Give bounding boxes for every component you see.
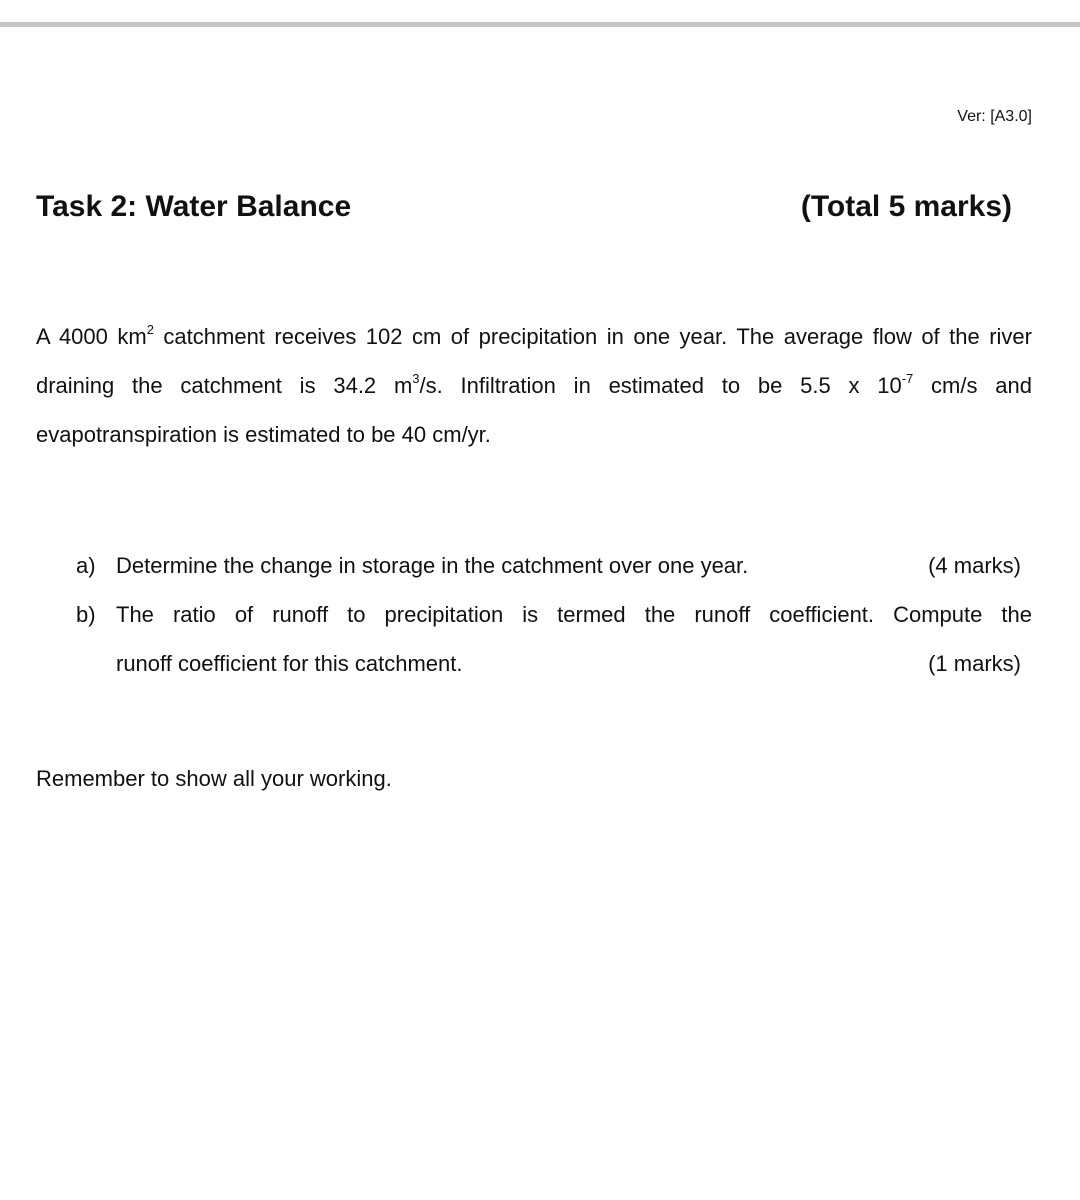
question-marks: (1 marks) — [928, 651, 1021, 676]
question-b — [76, 590, 1032, 688]
question-marks: (4 marks) — [928, 553, 1021, 578]
statement-text-4: cm/s and evapotranspiration is estimated to be 40 cm/yr. — [36, 373, 1032, 447]
statement-text-2: catchment receives 102 cm of precipitation in one year. The average flow of the river draining the catchment is 34.2 m — [36, 324, 1032, 398]
task-title: Task 2: Water Balance — [36, 190, 352, 223]
problem-statement — [36, 312, 1032, 459]
version-label: Ver: [A3.0] — [957, 108, 1032, 125]
superscript-exponent: -7 — [901, 370, 914, 386]
reminder-note: Remember to show all your working. — [36, 766, 392, 791]
question-text-line2: runoff coefficient for this catchment. — [116, 651, 463, 676]
statement-text-3: /s. Infiltration in estimated to be 5.5 x 10 — [419, 373, 902, 398]
question-letter: b) — [76, 602, 96, 627]
question-a — [76, 541, 1032, 590]
question-list — [76, 541, 1032, 688]
superscript-volume: 3 — [412, 370, 420, 386]
top-divider — [0, 22, 1080, 27]
statement-text-1: A 4000 km — [36, 324, 147, 349]
task-total-marks: (Total 5 marks) — [800, 190, 1012, 223]
task-header — [36, 190, 1012, 224]
question-text: Determine the change in storage in the catchment over one year. — [116, 553, 749, 578]
question-text-line1: The ratio of runoff to precipitation is termed the runoff coefficient. Compute the — [116, 602, 1032, 627]
superscript-area: 2 — [146, 321, 154, 337]
question-letter: a) — [76, 553, 96, 578]
